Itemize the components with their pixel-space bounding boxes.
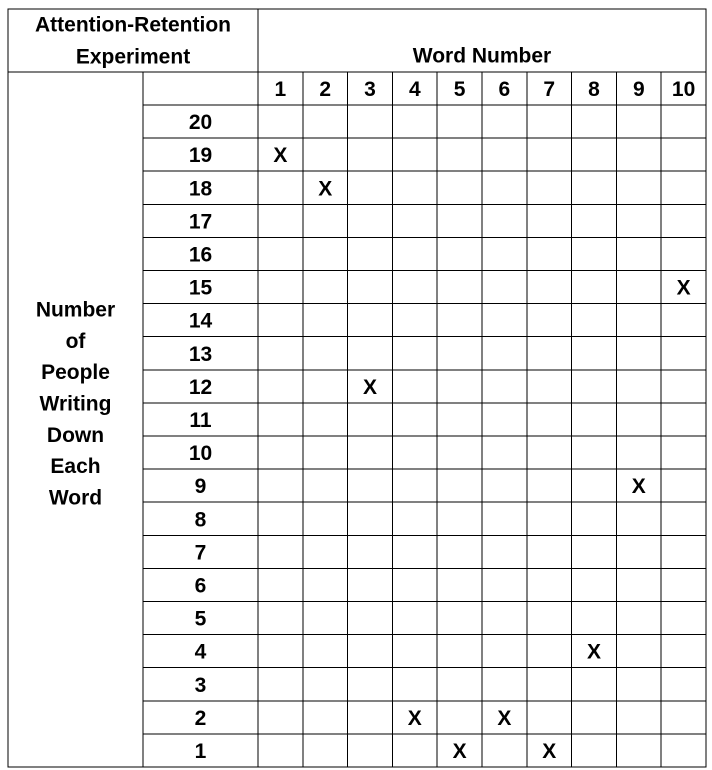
y-tick-label: 6 [194,574,207,598]
y-tick-label: 5 [194,607,207,631]
y-axis-label-line: Number [35,298,116,322]
y-tick-label: 17 [188,210,213,234]
y-tick-label: 7 [194,541,207,565]
data-mark-x: X [497,706,512,730]
y-tick-label: 12 [188,375,213,399]
data-mark-x: X [318,177,333,201]
x-tick-label: 10 [671,78,696,101]
y-axis-label-line: Word [48,486,103,510]
chart-title-line: Experiment [75,45,191,69]
y-tick-label: 4 [194,640,207,664]
y-tick-label: 9 [194,475,207,499]
y-tick-label: 2 [194,706,207,730]
data-mark-x: X [542,739,557,763]
y-axis-label-line: Down [46,423,105,447]
data-mark-x: X [631,475,646,499]
y-tick-label: 19 [188,144,213,168]
data-mark-x: X [676,276,691,300]
x-tick-label: 6 [498,78,511,101]
data-mark-x: X [586,640,602,664]
x-tick-label: 7 [543,78,556,101]
x-tick-label: 3 [364,78,376,101]
y-axis-label-line: People [41,361,110,385]
y-tick-label: 3 [194,673,207,697]
x-axis-label: Word Number [412,44,552,68]
table-border [8,9,706,767]
y-tick-label: 18 [188,177,213,201]
x-tick-label: 2 [319,78,332,101]
data-mark-x: X [407,706,422,730]
data-mark-x: X [273,144,288,168]
x-tick-label: 8 [588,78,600,101]
y-tick-label: 15 [188,276,213,300]
y-axis-label-line: Each [50,455,101,479]
chart-title-line: Attention-Retention [35,13,231,37]
y-tick-label: 11 [189,408,212,432]
x-tick-label: 9 [632,78,645,101]
data-mark-x: X [362,375,378,399]
y-tick-label: 20 [188,111,213,135]
y-tick-label: 1 [194,739,207,763]
y-tick-label: 10 [188,442,213,466]
x-tick-label: 1 [274,78,287,101]
y-tick-label: 13 [188,342,213,366]
y-tick-label: 8 [194,508,207,532]
table-grid [8,9,706,767]
y-axis-label-line: Writing [39,392,112,416]
y-tick-label: 14 [188,309,213,333]
y-tick-label: 16 [188,243,213,267]
data-mark-x: X [452,739,467,763]
x-tick-label: 5 [453,78,466,101]
y-axis-label-line: of [65,329,86,353]
x-tick-label: 4 [408,78,421,101]
